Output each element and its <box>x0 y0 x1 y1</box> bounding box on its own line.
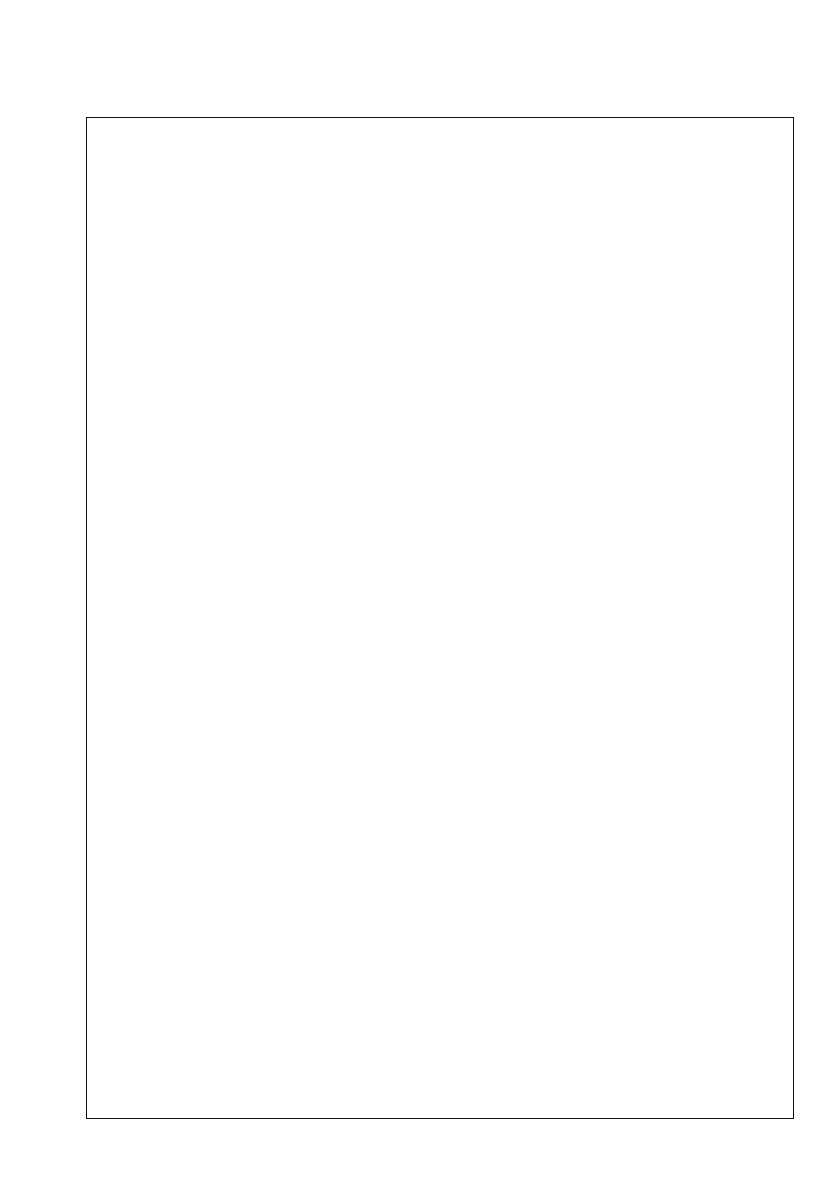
inspection-form <box>86 117 794 1119</box>
